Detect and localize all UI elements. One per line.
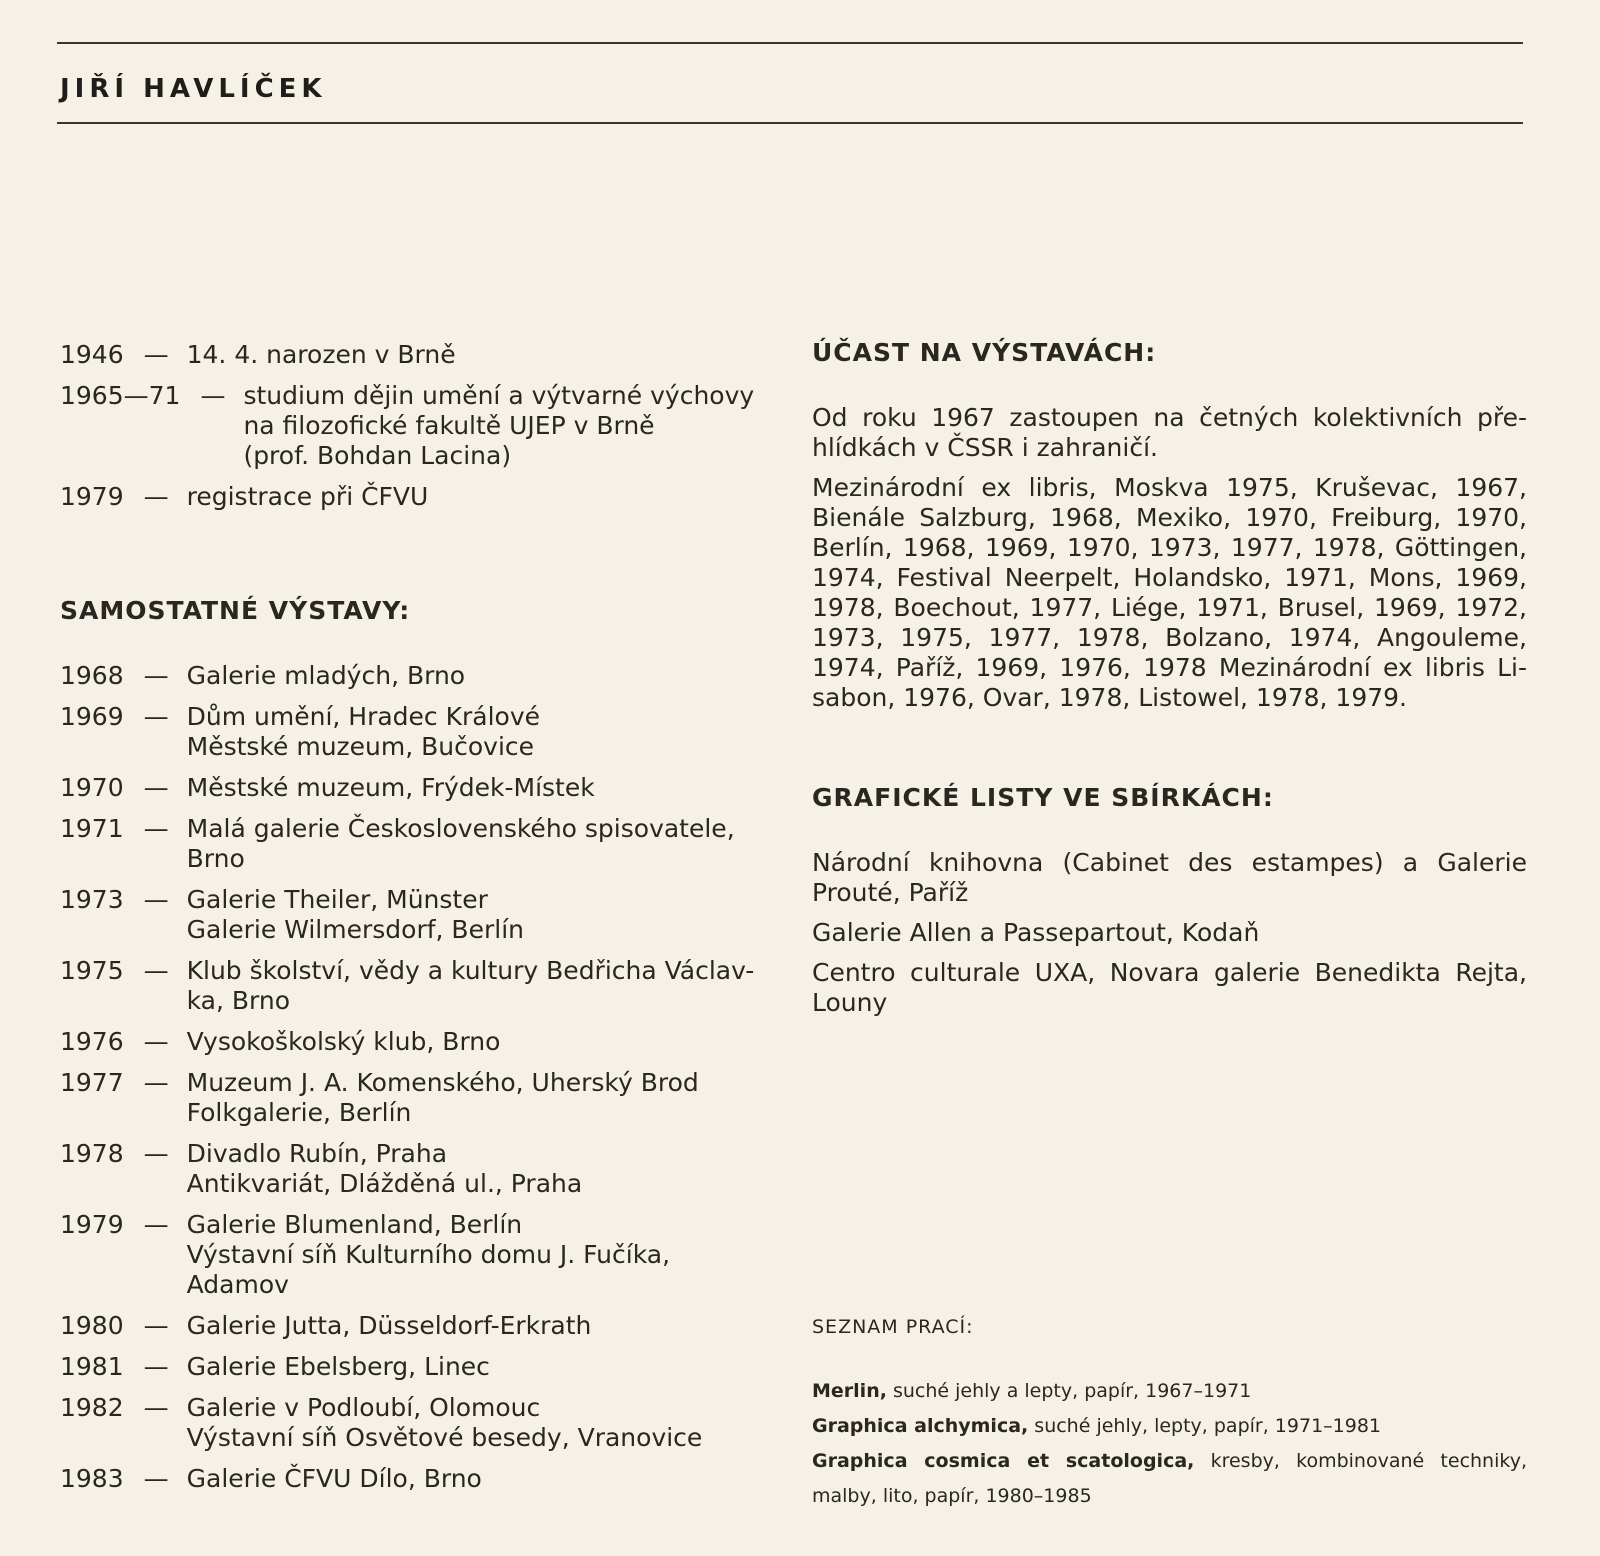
timeline-entry	[60, 956, 780, 1016]
entry-text	[187, 661, 780, 691]
entry-line: Malá galerie Československého spisovatele,	[186, 814, 735, 843]
work-title: Graphica cosmica et scatologica,	[812, 1450, 1195, 1472]
entry-line: 14. 4. narozen v Brně	[186, 340, 456, 369]
timeline-entry	[60, 702, 780, 762]
timeline-entry	[60, 482, 780, 512]
entry-year: 1979	[60, 1210, 124, 1239]
entry-year: 1978	[60, 1139, 124, 1168]
entry-line: Výstavní síň Osvětové besedy, Vranovice	[186, 1423, 703, 1452]
entry-line: Galerie v Podloubí, Olomouc	[186, 1393, 541, 1422]
entry-line: Divadlo Rubín, Praha	[186, 1139, 448, 1168]
entry-year: 1973	[60, 885, 124, 914]
entry-line: Vysokoškolský klub, Brno	[186, 1027, 501, 1056]
timeline-entry	[60, 1311, 780, 1341]
entry-text	[187, 956, 780, 1016]
entry-dash: —	[143, 1027, 169, 1056]
entry-line: Galerie Theiler, Münster	[186, 885, 488, 914]
entry-year: 1968	[60, 661, 124, 690]
entry-line: Brno	[186, 844, 245, 873]
entry-line: (prof. Bohdan Lacina)	[243, 441, 512, 470]
timeline-entry	[60, 1464, 780, 1494]
collections-list	[812, 848, 1527, 1018]
collection-item: Galerie Allen a Passepartout, Kodaň	[812, 918, 1260, 947]
entry-dash: —	[143, 1352, 169, 1381]
entry-year: 1982	[60, 1393, 124, 1422]
entry-line: Muzeum J. A. Komenského, Uherský Brod	[186, 1068, 699, 1097]
entry-line: registrace při ČFVU	[186, 482, 429, 511]
entry-text	[187, 1068, 780, 1128]
timeline-entry	[60, 661, 780, 691]
entry-text	[187, 885, 780, 945]
timeline-entry	[60, 773, 780, 803]
entry-year: 1976	[60, 1027, 124, 1056]
entry-line: Výstavní síň Kulturního domu J. Fučíka,	[186, 1240, 671, 1269]
entry-line: Galerie Wilmersdorf, Berlín	[186, 915, 524, 944]
entry-line: Galerie Jutta, Düsseldorf-Erkrath	[186, 1311, 592, 1340]
entry-text	[187, 1464, 780, 1494]
entry-text	[187, 482, 780, 512]
entry-dash: —	[143, 482, 169, 511]
timeline-entry	[60, 381, 780, 471]
entry-line: ka, Brno	[186, 986, 291, 1015]
entry-line: Klub školství, vědy a kultury Bedřicha Václav-	[186, 956, 755, 985]
timeline-entry	[60, 1027, 780, 1057]
entry-text	[243, 381, 780, 471]
entry-year: 1977	[60, 1068, 124, 1097]
entry-year: 1946	[60, 340, 124, 369]
entry-text	[187, 1311, 780, 1341]
group-exhibitions-text	[812, 403, 1527, 713]
work-title: Merlin,	[812, 1380, 887, 1402]
work-description: suché jehly, lepty, papír, 1971–1981	[1034, 1415, 1382, 1437]
timeline-entry	[60, 1139, 780, 1199]
entry-dash: —	[143, 702, 169, 731]
entry-line: Antikvariát, Dlážděná ul., Praha	[186, 1169, 583, 1198]
group-exhibitions-heading: ÚČAST NA VÝSTAVÁCH:	[812, 338, 1157, 367]
entry-dash: —	[200, 381, 226, 410]
entry-dash: —	[143, 956, 169, 985]
left-column	[60, 340, 780, 1505]
timeline-entry	[60, 340, 780, 370]
entry-dash: —	[143, 1068, 169, 1097]
entry-line: Galerie mladých, Brno	[186, 661, 466, 690]
entry-line: Galerie Blumenland, Berlín	[186, 1210, 523, 1239]
timeline-entry	[60, 1210, 780, 1300]
entry-year: 1983	[60, 1464, 124, 1493]
entry-dash: —	[143, 340, 169, 369]
works-list	[812, 1374, 1527, 1514]
entry-year: 1970	[60, 773, 124, 802]
entry-line: Adamov	[186, 1270, 289, 1299]
works-heading: SEZNAM PRACÍ:	[812, 1316, 974, 1338]
entry-text	[187, 1027, 780, 1057]
entry-line: Galerie Ebelsberg, Linec	[186, 1352, 490, 1381]
entry-line: Městské muzeum, Bučovice	[186, 732, 535, 761]
entry-year: 1965—71	[60, 381, 181, 410]
work-description: kresby, kombinované techniky, malby, lito, papír, 1980–1985	[812, 1450, 1527, 1507]
entry-dash: —	[143, 1210, 169, 1239]
entry-text	[187, 702, 780, 762]
entry-dash: —	[143, 1311, 169, 1340]
work-item	[812, 1409, 1527, 1444]
solo-exhibitions-heading: SAMOSTATNÉ VÝSTAVY:	[60, 596, 411, 625]
entry-text	[187, 340, 780, 370]
group-paragraph: Mezinárodní ex libris, Moskva 1975, Kruševac, 1967, Bienále Salzburg, 1968, Mexiko, 1970, Freiburg, 1970, Berlín, 1968, 1969, 1970, 1973, 1977, 1978, Göttingen, 1974, Festival Neerpelt, Holandsko, 1971, Mons, 1969, 1978, Boechout, 1977, Liége, 1971, Brusel, 1969, 1972, 1973, 1975, 1977, 1978, Bolzano, 1974, Angouleme, 1974, Paříž, 1969, 1976, 1978 Mezinárodní ex libris Lisabon, 1976, Ovar, 1978, Listowel, 1978, 1979.	[812, 473, 1527, 712]
entry-year: 1975	[60, 956, 124, 985]
entry-text	[187, 1139, 780, 1199]
biography-list	[60, 340, 780, 512]
timeline-entry	[60, 1393, 780, 1453]
entry-text	[187, 1393, 780, 1453]
top-rule	[57, 42, 1523, 44]
work-description: suché jehly a lepty, papír, 1967–1971	[892, 1380, 1252, 1402]
right-column	[812, 338, 1527, 1028]
timeline-entry	[60, 885, 780, 945]
title-rule	[57, 122, 1523, 124]
collections-heading: GRAFICKÉ LISTY VE SBÍRKÁCH:	[812, 783, 1274, 812]
work-item	[812, 1374, 1527, 1409]
page-title: JIŘÍ HAVLÍČEK	[60, 74, 327, 104]
entry-line: Dům umění, Hradec Králové	[186, 702, 541, 731]
timeline-entry	[60, 1352, 780, 1382]
entry-line: Folkgalerie, Berlín	[186, 1098, 412, 1127]
entry-dash: —	[143, 814, 169, 843]
entry-text	[187, 1352, 780, 1382]
entry-dash: —	[143, 885, 169, 914]
solo-exhibitions-list	[60, 661, 780, 1494]
entry-line: Městské muzeum, Frýdek-Místek	[186, 773, 595, 802]
entry-text	[187, 773, 780, 803]
entry-dash: —	[143, 1464, 169, 1493]
entry-dash: —	[143, 1139, 169, 1168]
entry-text	[187, 814, 780, 874]
collection-item: Národní knihovna (Cabinet des estampes) a Galerie Prouté, Paříž	[812, 848, 1527, 907]
timeline-entry	[60, 1068, 780, 1128]
entry-year: 1971	[60, 814, 124, 843]
work-item	[812, 1444, 1527, 1514]
entry-year: 1981	[60, 1352, 124, 1381]
entry-dash: —	[143, 773, 169, 802]
entry-year: 1979	[60, 482, 124, 511]
entry-text	[187, 1210, 780, 1300]
work-title: Graphica alchymica,	[812, 1415, 1029, 1437]
entry-line: na filozofické fakultě UJEP v Brně	[243, 411, 655, 440]
entry-dash: —	[143, 661, 169, 690]
entry-year: 1969	[60, 702, 124, 731]
collection-item: Centro culturale UXA, Novara galerie Benedikta Rejta, Louny	[812, 958, 1527, 1017]
entry-dash: —	[143, 1393, 169, 1422]
entry-year: 1980	[60, 1311, 124, 1340]
timeline-entry	[60, 814, 780, 874]
entry-line: Galerie ČFVU Dílo, Brno	[186, 1464, 482, 1493]
group-paragraph: Od roku 1967 zastoupen na četných kolektivních přehlídkách v ČSSR i zahraničí.	[812, 403, 1527, 462]
entry-line: studium dějin umění a výtvarné výchovy	[243, 381, 755, 410]
